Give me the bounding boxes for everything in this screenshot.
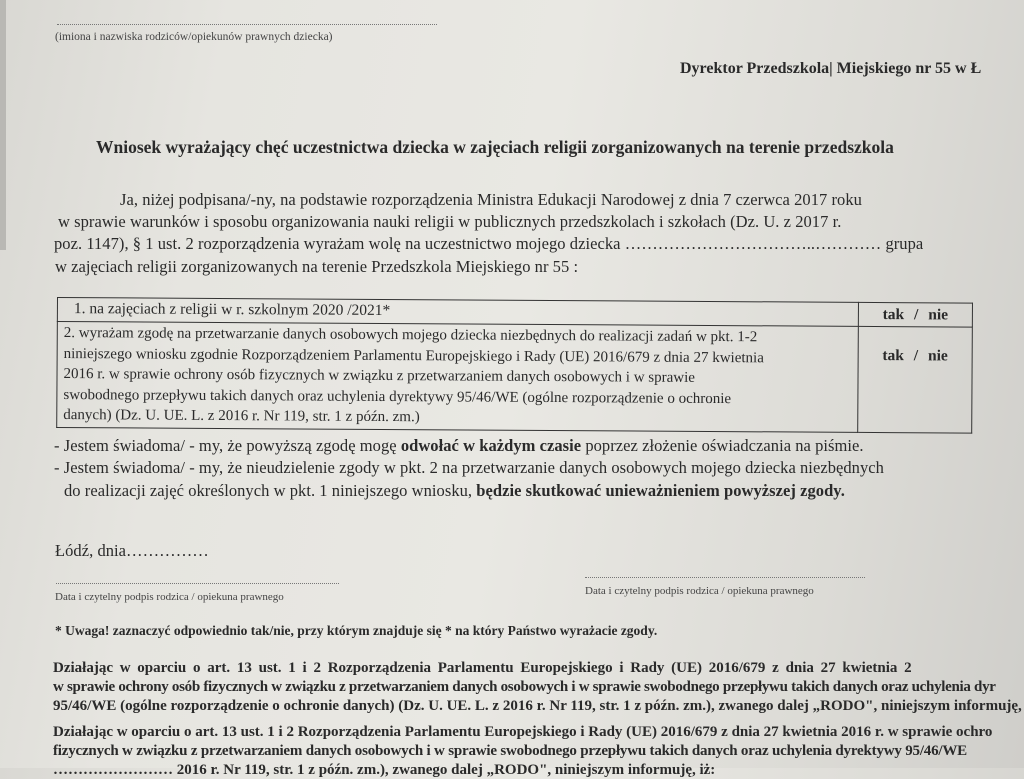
consent-text-line: danych) (Dz. U. UE. L. z 2016 r. Nr 119, str. 1 z późn. zm.) — [63, 407, 420, 426]
signature-left-caption: Data i czytelny podpis rodzica / opiekuna prawnego — [55, 591, 284, 603]
intro-line-4: w zajęciach religii zorganizowanych na terenie Przedszkola Miejskiego nr 55 : — [55, 257, 579, 276]
religion-classes-choice[interactable]: tak / nie — [858, 302, 972, 327]
signature-right-line[interactable] — [585, 577, 865, 578]
statement-text: poprzez złożenie oświadczania na piśmie. — [581, 436, 864, 455]
rodo-para2-line-3: …………………… 2016 r. Nr 119, str. 1 z późn. zm.), zwanego dalej „RODO", niniejszym informuję, iż: — [53, 762, 716, 778]
statement-emphasis: będzie skutkować unieważnieniem powyższej zgody. — [476, 481, 845, 500]
statement-refusal-line-2 — [64, 481, 845, 501]
signature-left-line[interactable] — [56, 583, 339, 584]
rodo-para1-line-3: 95/46/WE (ogólne rozporządzenie o ochronie danych) (Dz. U. UE. L. z 2016 r. Nr 119, str. 1 z późn. zm.), zwanego dalej „RODO", niniejszym informuję, — [53, 698, 1022, 714]
consent-table — [56, 297, 973, 433]
paper-edge-shadow — [0, 0, 6, 250]
consent-text-line: 2016 r. w sprawie ochrony osób fizycznych w związku z przetwarzaniem danych osobowych i w sprawie — [63, 366, 696, 386]
parents-names-dotted-line[interactable] — [57, 24, 437, 25]
rodo-para2-line-1: Działając w oparciu o art. 13 ust. 1 i 2 Rozporządzenia Parlamentu Europejskiego i Rady (UE) 2016/679 z dnia 27 kwietnia 2016 r. w sprawie ochro — [53, 724, 993, 740]
intro-line-1: Ja, niżej podpisana/-ny, na podstawie rozporządzenia Ministra Edukacji Narodowej z dnia 7 czerwca 2017 roku — [120, 190, 862, 209]
data-processing-consent-item — [57, 322, 859, 432]
statement-refusal-line-1: - Jestem świadoma/ - my, że nieudzielenie zgody w pkt. 2 na przetwarzanie danych osobowych mojego dziecka niezbędnych — [54, 458, 884, 477]
statement-text: do realizacji zajęć określonych w pkt. 1 niniejszego wniosku, — [64, 481, 477, 500]
consent-text-line: niniejszego wniosku zgodnie Rozporządzeniem Parlamentu Europejskiego i Rady (UE) 2016/679 z dnia 27 kwietnia — [63, 345, 764, 366]
rodo-para1-line-2: w sprawie ochrony osób fizycznych w związku z przetwarzaniem danych osobowych i w sprawie swobodnego przepływu takich danych oraz uchylenia dyr — [53, 679, 996, 695]
note-instruction: * Uwaga! zaznaczyć odpowiednio tak/nie, przy którym znajduje się * na który Państwo wyrażacie zgody. — [55, 623, 658, 638]
document-title: Wniosek wyrażający chęć uczestnictwa dziecka w zajęciach religii zorganizowanych na terenie przedszkola — [96, 137, 894, 157]
religion-classes-text: 1. na zajęciach z religii w r. szkolnym 2020 /2021* — [73, 300, 391, 320]
rodo-para1-line-1: Działając w oparciu o art. 13 ust. 1 i 2 Rozporządzenia Parlamentu Europejskiego i Rady (UE) 2016/679 z dnia 27 kwietnia 2 — [53, 660, 912, 676]
consent-choice-label[interactable]: tak / nie — [882, 347, 948, 365]
parents-names-caption: (imiona i nazwiska rodziców/opiekunów prawnych dziecka) — [55, 31, 333, 43]
consent-text-line: 2. wyrażam zgodę na przetwarzanie danych osobowych mojego dziecka niezbędnych do realizacji zadań w pkt. 1-2 — [63, 325, 758, 346]
statement-emphasis: odwołać w każdym czasie — [400, 436, 582, 455]
rodo-para2-line-2: fizycznych w związku z przetwarzaniem danych osobowych i w sprawie swobodnego przepływu takich danych oraz uchylenia dyrektywy 95/46/WE — [53, 743, 967, 759]
statement-text: - Jestem świadoma/ - my, że powyższą zgodę mogę — [54, 436, 401, 455]
data-processing-consent-choice[interactable] — [858, 326, 973, 432]
table-row — [57, 322, 973, 433]
consent-text-line: swobodnego przepływu takich danych oraz uchylenia dyrektywy 95/46/WE (ogólne rozporządzenie o ochronie — [63, 386, 732, 407]
intro-line-3: poz. 1147), § 1 ust. 2 rozporządzenia wyrażam wolę na uczestnictwo mojego dziecka ……………………………..………… grupa — [54, 234, 924, 253]
signature-right-caption: Data i czytelny podpis rodzica / opiekuna prawnego — [585, 585, 814, 597]
statement-revoke-consent — [54, 436, 864, 456]
addressee: Dyrektor Przedszkola| Miejskiego nr 55 w Ł — [680, 60, 982, 77]
place-date-field[interactable]: Łódź, dnia…………… — [55, 541, 209, 560]
intro-line-2: w sprawie warunków i sposobu organizowania nauki religii w publicznych przedszkolach i szkołach (Dz. U. z 2017 r. — [58, 212, 842, 231]
